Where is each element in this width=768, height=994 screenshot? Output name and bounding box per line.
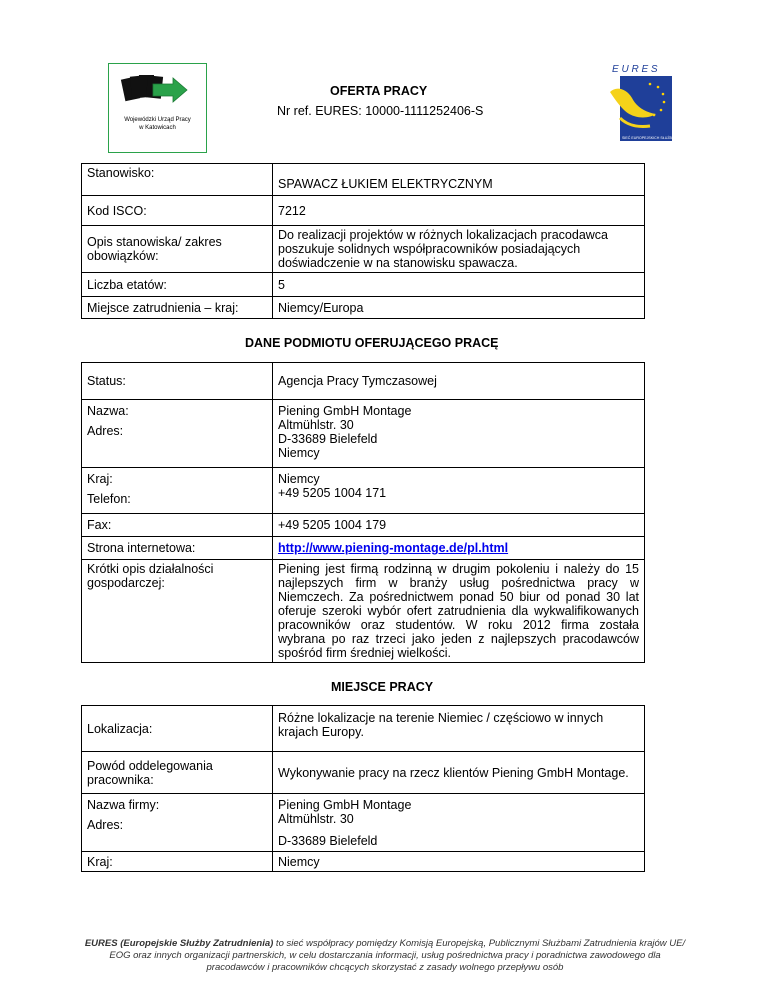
firma-label: Nazwa firmy: (87, 798, 160, 812)
workplace-heading: MIEJSCE PRACY (331, 680, 434, 694)
job-table (81, 163, 645, 319)
adres-line-1: Altmühlstr. 30 (278, 418, 354, 432)
firma-value: Piening GmbH Montage (278, 798, 412, 812)
miejsce-value: Niemcy/Europa (273, 297, 645, 319)
reference-number: Nr ref. EURES: 10000-1111252406-S (277, 104, 484, 118)
employer-table (81, 362, 645, 663)
nazwa-value: Piening GmbH Montage (278, 404, 412, 418)
workplace-adres-label: Adres: (87, 818, 124, 832)
status-label: Status: (82, 363, 273, 400)
employer-heading: DANE PODMIOTU OFERUJĄCEGO PRACĘ (245, 336, 499, 350)
lokalizacja-value: Różne lokalizacje na terenie Niemiec / częściowo w innych krajach Europy. (273, 706, 645, 752)
workplace-table (81, 705, 645, 872)
kraj-label: Kraj: (87, 472, 113, 486)
workplace-adres-line-1: Altmühlstr. 30 (278, 812, 354, 826)
eures-logo-sub: SIEĆ EUROPEJSKICH SŁUŻB ZATRUDNIENIA (622, 136, 700, 140)
powod-label: Powód oddelegowania pracownika: (82, 752, 273, 794)
eures-logo (606, 62, 700, 146)
isco-value: 7212 (273, 196, 645, 226)
lokalizacja-label: Lokalizacja: (82, 706, 273, 752)
status-value: Agencja Pracy Tymczasowej (273, 363, 645, 400)
workplace-adres-line-2: D-33689 Bielefeld (278, 834, 378, 848)
eures-logo-text: E U R E S (612, 64, 658, 75)
opis-dzialalnosci-label: Krótki opis działalności gospodarczej: (82, 560, 273, 663)
stanowisko-label: Stanowisko: (82, 164, 273, 196)
fax-label: Fax: (82, 514, 273, 537)
opis-dzialalnosci-value: Piening jest firmą rodzinną w drugim pokoleniu i należy do 15 najlepszych firm w branży usług pośrednictwa pracy w Niemczech. Za pośrednictwem ponad 50 biur od ponad 30 lat oferuje szeroki wybór ofert zatrudnienia dla wykwalifikowanych pracowników oraz studentów. W roku 2012 firma została wybrana po raz trzeci jako jeden z najlepszych pracodawców spośród firm średniej wielkości. (273, 560, 645, 663)
etaty-label: Liczba etatów: (82, 273, 273, 297)
nazwa-label: Nazwa: (87, 404, 129, 418)
www-link[interactable]: http://www.piening-montage.de/pl.html (278, 541, 509, 555)
kraj-value: Niemcy (278, 472, 320, 486)
wup-logo (108, 63, 207, 153)
opis-value: Do realizacji projektów w różnych lokalizacjach pracodawca poszukuje solidnych współpracowników posiadających doświadczenie w na stanowisku spawacza. (273, 226, 645, 273)
workplace-kraj-label: Kraj: (82, 852, 273, 872)
workplace-kraj-value: Niemcy (273, 852, 645, 872)
adres-line-2: D-33689 Bielefeld (278, 432, 378, 446)
footer-note (80, 938, 690, 974)
etaty-value: 5 (273, 273, 645, 297)
adres-line-3: Niemcy (278, 446, 320, 460)
logo-line-1: Wojewódzki Urząd Pracy (124, 117, 191, 123)
telefon-value: +49 5205 1004 171 (278, 486, 387, 500)
page-title: OFERTA PRACY (330, 84, 428, 98)
stanowisko-value: SPAWACZ ŁUKIEM ELEKTRYCZNYM (273, 164, 645, 196)
opis-label: Opis stanowiska/ zakres obowiązków: (82, 226, 273, 273)
fax-value: +49 5205 1004 179 (273, 514, 645, 537)
telefon-label: Telefon: (87, 492, 131, 506)
footer-bold: EURES (Europejskie Służby Zatrudnienia) (84, 938, 274, 949)
powod-value: Wykonywanie pracy na rzecz klientów Piening GmbH Montage. (273, 752, 645, 794)
miejsce-label: Miejsce zatrudnienia – kraj: (82, 297, 273, 319)
isco-label: Kod ISCO: (82, 196, 273, 226)
adres-label: Adres: (87, 424, 124, 438)
footer-text: to sieć współpracy pomiędzy Komisją Europejską, Publicznymi Służbami Zatrudnienia krajów UE/ EOG oraz innych organizacji partnerskich, w celu dostarczania informacji, usług pośrednictwa pracy i poradnictwa zawodowego dla pracodawców i pracowników chcących skorzystać z zasady wolnego przepływu osób (109, 938, 686, 973)
logo-line-2: w Katowicach (139, 124, 176, 131)
cards-arrow-icon (109, 64, 205, 114)
www-label: Strona internetowa: (82, 537, 273, 560)
